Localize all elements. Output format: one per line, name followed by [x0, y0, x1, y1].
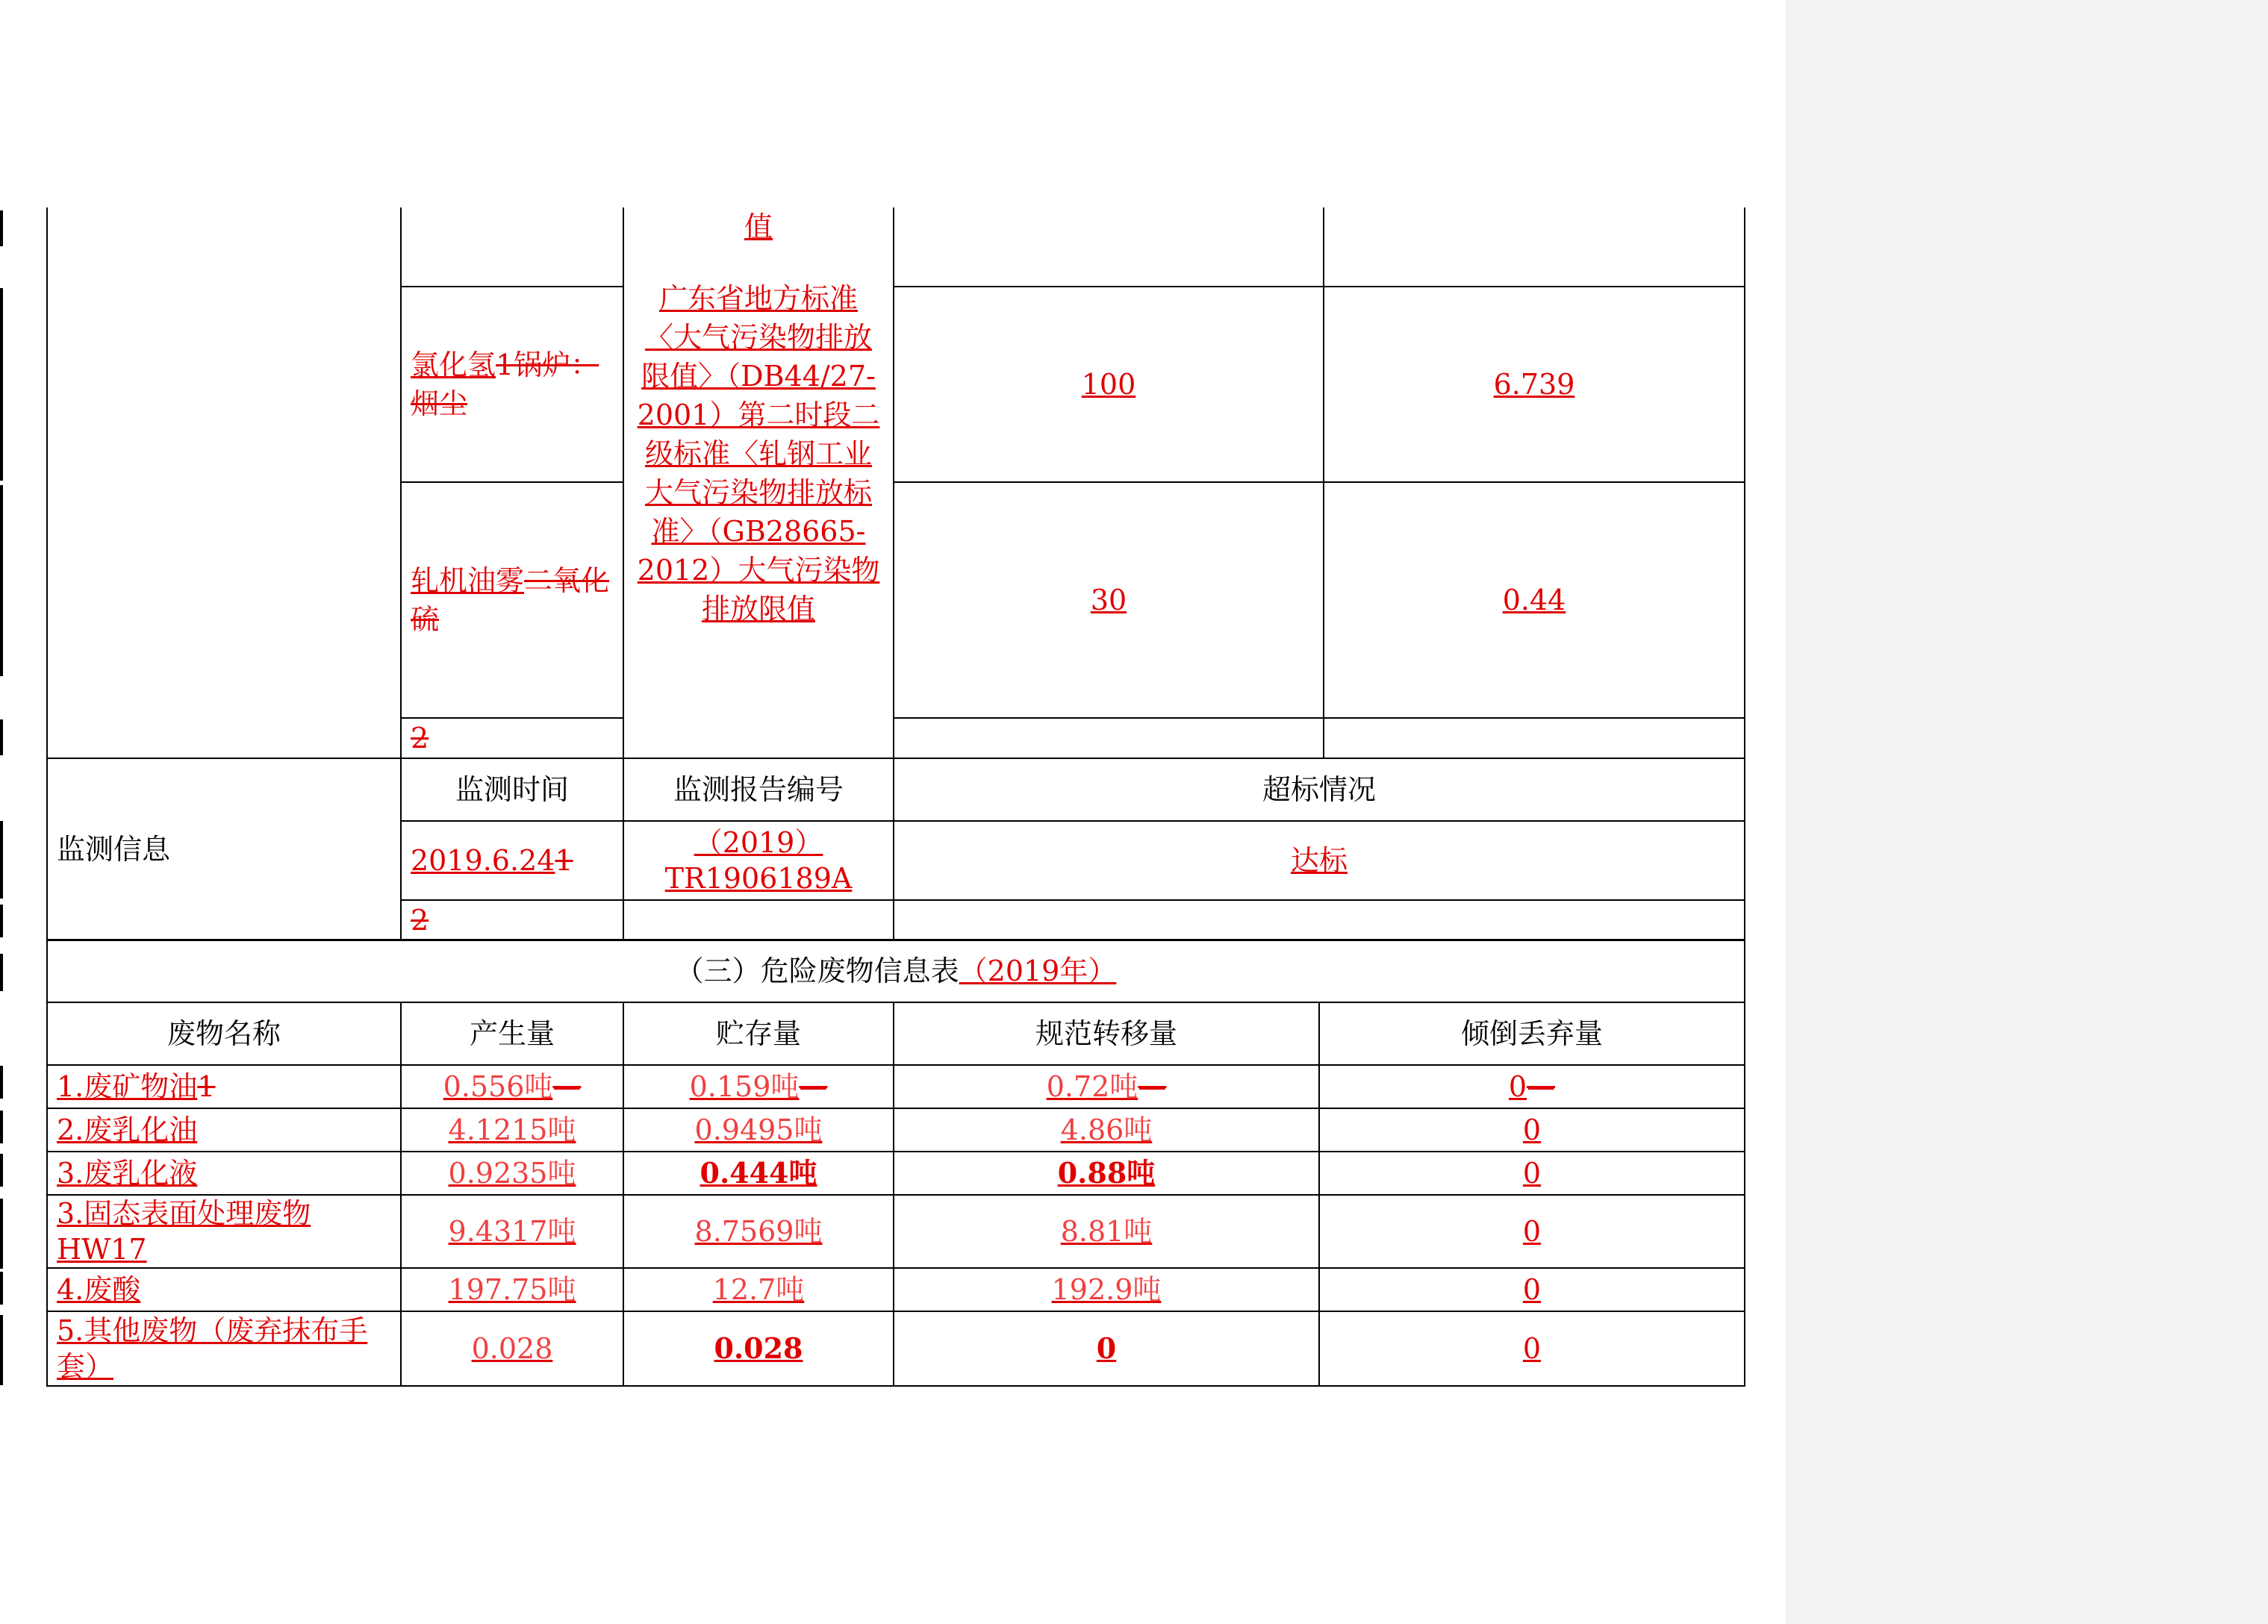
produced-value: 197.75吨 — [401, 1268, 623, 1311]
pollutant-name: 轧机油雾 — [411, 564, 525, 597]
col-header-report: 监测报告编号 — [623, 758, 894, 821]
deleted-index-cell — [401, 900, 623, 940]
stored-value: 12.7吨 — [623, 1268, 894, 1311]
empty-cell — [1324, 207, 1745, 287]
waste-name: 2.废乳化油 — [47, 1108, 401, 1152]
dumped-value: 0 — [1508, 1070, 1527, 1103]
change-bar — [0, 1315, 3, 1385]
hazardous-waste-table — [46, 939, 1745, 1387]
pollutant-name: 氯化氢 — [411, 349, 496, 381]
measured-value: 6.739 — [1324, 287, 1745, 482]
waste-table-title-year: （2019年） — [959, 955, 1117, 987]
change-bar — [0, 1111, 3, 1143]
monitoring-label: 监测信息 — [47, 758, 401, 940]
change-bar — [0, 954, 3, 991]
empty-cell — [623, 900, 894, 940]
merged-label-cell — [47, 207, 401, 758]
monitoring-time-deleted: 1 — [555, 844, 573, 877]
empty-cell — [1324, 718, 1745, 758]
dumped-value: 0 — [1319, 1311, 1745, 1386]
waste-name: 3.固态表面处理废物HW17 — [47, 1195, 401, 1268]
deleted-index: 2 — [411, 904, 429, 937]
pollutant-name-cell — [401, 287, 623, 482]
pollutant-name-deleted: 二氧化硫 — [411, 564, 610, 636]
change-bar — [0, 719, 3, 755]
transferred-value: 0.72吨 — [1046, 1070, 1138, 1103]
empty-cell — [894, 718, 1324, 758]
transferred-value: 0.88吨 — [894, 1152, 1319, 1195]
header-dumped: 倾倒丢弃量 — [1319, 1002, 1745, 1065]
stored-value: 0.159吨 — [689, 1070, 800, 1103]
waste-name-cell — [47, 1065, 401, 1108]
monitoring-exceed-status: 达标 — [894, 821, 1745, 900]
waste-name: 5.其他废物（废弃抹布手套） — [47, 1311, 401, 1386]
monitoring-time: 2019.6.24 — [411, 844, 555, 877]
produced-cell — [401, 1065, 623, 1108]
stored-cell — [623, 1065, 894, 1108]
header-stored: 贮存量 — [623, 1002, 894, 1065]
stored-value: 0.444吨 — [623, 1152, 894, 1195]
monitoring-report-number: （2019）TR1906189A — [623, 821, 894, 900]
header-waste-name: 废物名称 — [47, 1002, 401, 1065]
change-bar — [0, 485, 3, 676]
dumped-value: 0 — [1319, 1268, 1745, 1311]
dash-deleted: — — [799, 1070, 828, 1103]
produced-value: 9.4317吨 — [401, 1195, 623, 1268]
produced-value: 0.556吨 — [443, 1070, 553, 1103]
dumped-value: 0 — [1319, 1152, 1745, 1195]
dumped-value: 0 — [1319, 1108, 1745, 1152]
change-bar — [0, 821, 3, 899]
measured-value: 0.44 — [1324, 482, 1745, 718]
standard-text: 广东省地方标准〈大气污染物排放限值〉（DB44/27-2001）第二时段二级标准〈轧钢工业大气污染物排放标准〉（GB28665-2012）大气污染物排放限值 — [637, 282, 880, 625]
dumped-value: 0 — [1319, 1195, 1745, 1268]
change-bar — [0, 1154, 3, 1187]
transferred-value: 192.9吨 — [894, 1268, 1319, 1311]
pollutant-name-cell — [401, 482, 623, 718]
col-header-time: 监测时间 — [401, 758, 623, 821]
produced-value: 0.9235吨 — [401, 1152, 623, 1195]
empty-cell — [401, 207, 623, 287]
standard-tail-text: 值 — [744, 210, 773, 243]
limit-value: 100 — [894, 287, 1324, 482]
standard-cell — [623, 207, 894, 758]
comment-margin-panel — [1786, 0, 2268, 1624]
produced-value: 4.1215吨 — [401, 1108, 623, 1152]
change-bar — [0, 1272, 3, 1305]
table-row — [47, 1065, 1745, 1108]
pollutant-name-deleted: 1锅炉：烟尘 — [411, 349, 599, 420]
change-bar — [0, 288, 3, 481]
deleted-index: 2 — [411, 722, 429, 755]
waste-table-title: （三）危险废物信息表 — [675, 955, 959, 987]
pollutant-monitoring-table — [46, 207, 1745, 941]
table-row — [47, 1152, 1745, 1195]
waste-name: 3.废乳化液 — [47, 1152, 401, 1195]
dash-deleted: — — [552, 1070, 582, 1103]
dash-deleted: — — [1527, 1070, 1556, 1103]
transferred-cell — [894, 1065, 1319, 1108]
stored-value: 0.028 — [623, 1311, 894, 1386]
waste-name: 4.废酸 — [47, 1268, 401, 1311]
empty-cell — [894, 900, 1745, 940]
produced-value: 0.028 — [401, 1311, 623, 1386]
stored-value: 0.9495吨 — [623, 1108, 894, 1152]
change-bar — [0, 1066, 3, 1099]
monitoring-time-cell — [401, 821, 623, 900]
transferred-value: 8.81吨 — [894, 1195, 1319, 1268]
stored-value: 8.7569吨 — [623, 1195, 894, 1268]
col-header-exceed: 超标情况 — [894, 758, 1745, 821]
change-bar — [0, 905, 3, 937]
limit-value: 30 — [894, 482, 1324, 718]
table-row — [47, 1311, 1745, 1386]
table-row — [47, 1108, 1745, 1152]
dumped-cell — [1319, 1065, 1745, 1108]
dash-deleted: — — [1138, 1070, 1167, 1103]
change-bar — [0, 1199, 3, 1269]
waste-table-title-cell — [47, 940, 1745, 1002]
transferred-value: 4.86吨 — [894, 1108, 1319, 1152]
table-row — [47, 1195, 1745, 1268]
waste-name-deleted: 1 — [197, 1070, 216, 1103]
header-transferred: 规范转移量 — [894, 1002, 1319, 1065]
header-produced: 产生量 — [401, 1002, 623, 1065]
change-bar — [0, 210, 3, 246]
waste-name: 1.废矿物油 — [57, 1070, 198, 1103]
deleted-index-cell — [401, 718, 623, 758]
empty-cell — [894, 207, 1324, 287]
table-row — [47, 1268, 1745, 1311]
transferred-value: 0 — [894, 1311, 1319, 1386]
